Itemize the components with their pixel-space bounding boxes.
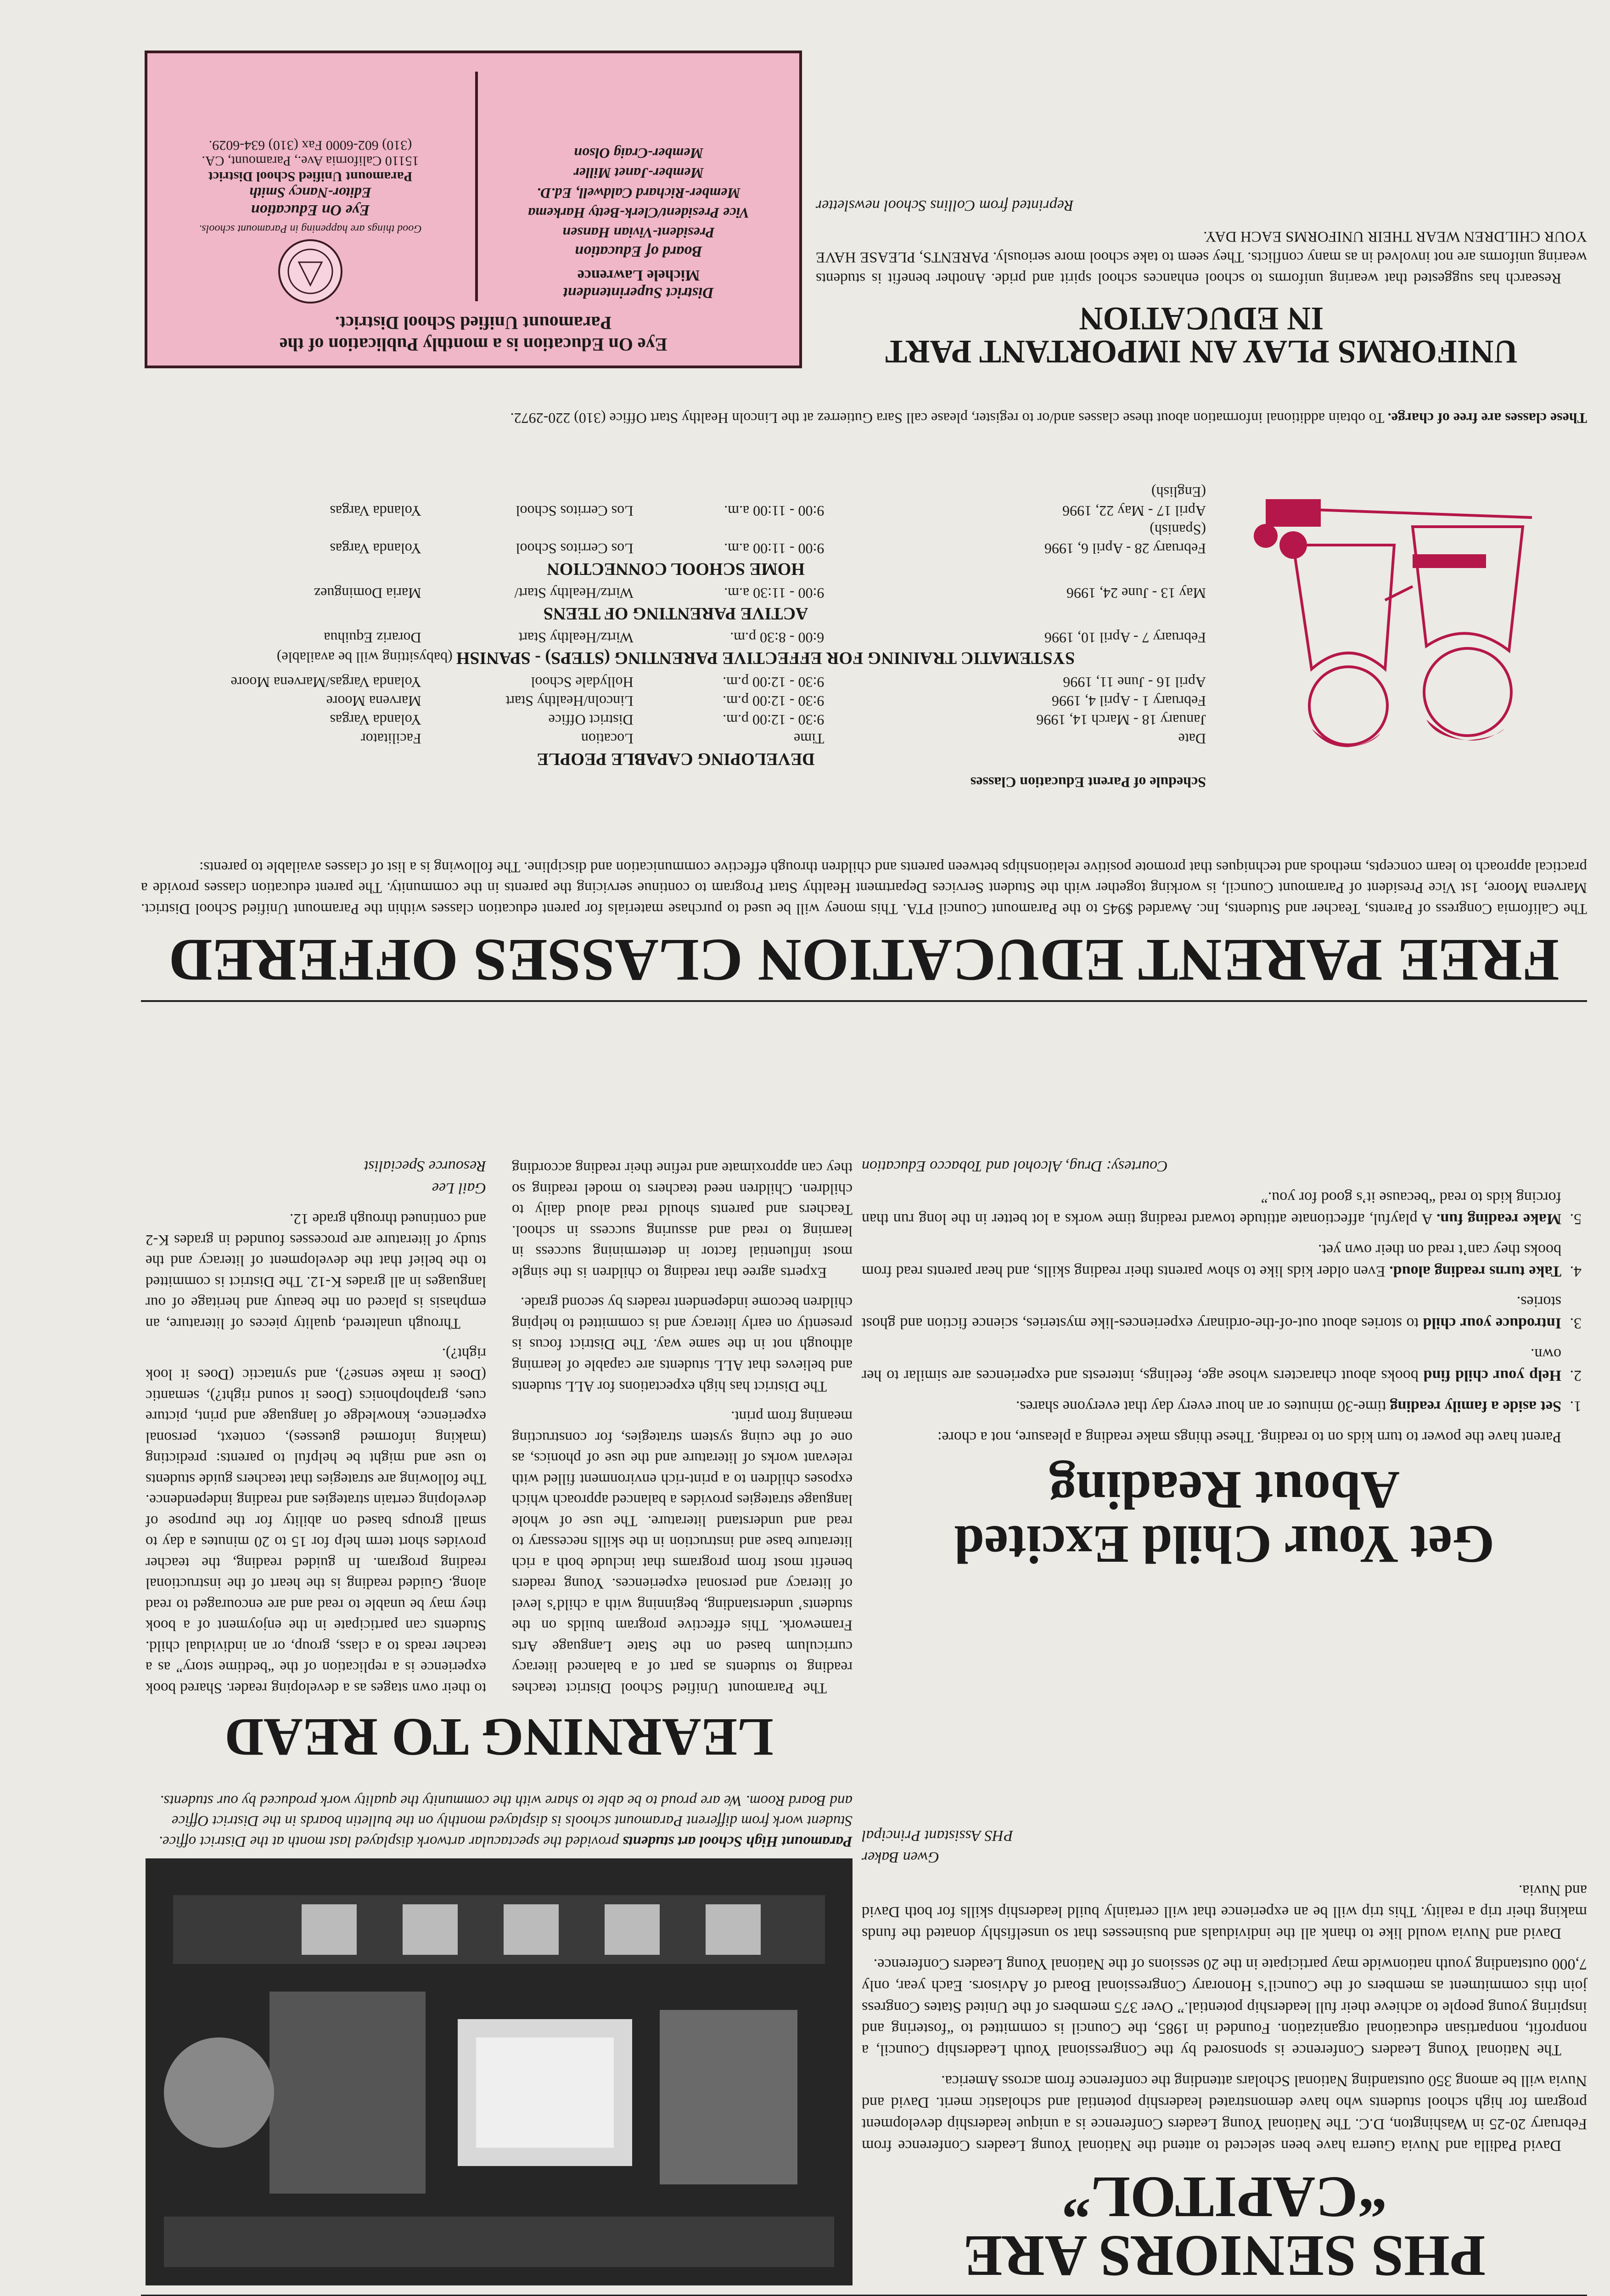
learning-paragraph: The District has high expectations for ALL students and believes that ALL students are capable of learning although not in the same way. The District focus is presently on early literacy and is committed to helping children become independent readers by second grade. — [512, 1294, 853, 1395]
classes-intro-block — [141, 856, 1587, 919]
learning-paragraph: The Paramount Unified School District teaches reading to students as part of a balanced literacy curriculum based on the State Language Arts Framework. This effective program builds on the students’ understanding, beginning with a child’s level of literacy and personal experiences. Young readers benefit most from programs that include both a rich literature base and instruction in the skills necessary to read and understand literature. The use of whole language strategies provides a balanced approach which exposes children to a print-rich environment filled with relevant works of literature and the use of phonics, as one of the cuing system strategies, for constructing meaning from print. — [512, 1408, 853, 1696]
schedule-table — [146, 673, 1206, 748]
tip-lead: Help your child find — [1423, 1367, 1561, 1384]
excited-article — [861, 1155, 1587, 1575]
photo-caption — [146, 1790, 853, 1851]
cell-facilitator: Yolanda Vargas — [330, 540, 421, 557]
masthead-line2: Paramount Unified School District. — [335, 313, 612, 333]
cell-facilitator — [146, 520, 421, 539]
table-row — [146, 483, 1206, 501]
classes-article — [141, 847, 1587, 994]
learning-body — [146, 1155, 853, 1698]
cell-date: April 16 - June 11, 1996 — [1063, 674, 1206, 691]
excited-headline-2: About Reading — [1049, 1460, 1400, 1520]
classes-footer-lead: These classes are free of charge. — [1387, 410, 1587, 427]
cell-facilitator: Yolanda Vargas/Marvena Moore — [230, 674, 421, 691]
cell-facilitator: Dorariz Equihua — [324, 630, 421, 646]
section-title: HOME SCHOOL CONNECTION — [547, 559, 805, 579]
table-row — [146, 584, 1206, 602]
learning-byline-title: Resource Specialist — [364, 1158, 486, 1175]
schedule-header-row — [146, 729, 1206, 748]
seniors-byline-title: PHS Assistant Principal — [862, 1827, 1013, 1844]
column-header: Date — [1178, 731, 1206, 747]
masthead-district: Paramount Unified School District — [208, 169, 413, 184]
uniforms-body: Research has suggested that wearing uniforms to school enhances school spirit and pride. Another benefit is students wearing uniforms are not involved in as many conflicts. They seem to take school more seriously. PARENTS, PLEASE HAVE YOUR CHILDREN WEAR THEIR UNIFORMS EACH DAY. — [816, 228, 1587, 287]
seniors-paragraph: David and Nuvia would like to thank all the individuals and businesses that so unselfishly donated the funds making their trip a reality. This trip will be an experience that will certainly build leadership skills for both David and Nuvia. — [862, 1882, 1587, 1942]
classes-footer-text: To obtain additional information about these classes and/or to register, please call Sara Gutierrez at the Lincoln Healthy Start Office (310) 220-2972. — [510, 410, 1388, 427]
masthead-line1: Eye On Education is a monthly Publication of the — [279, 334, 668, 355]
tip-item — [862, 1343, 1566, 1386]
tip-text: A playful, affectionate attitude toward reading time works a lot better in the long run than forcing kids to read “because it’s good for you.” — [862, 1188, 1561, 1227]
photo-caption-text: provided the spectacular artwork displayed last month at the District office. Student work from different Paramount schools is displayed monthly on the bulletin boards in the District Office and Board Room. We are proud to be able to share with the community the quality work produced by our students. — [158, 1792, 853, 1850]
uniforms-headline-2: IN EDUCATION — [1079, 300, 1324, 337]
tip-text: books about characters whose age, feelings, interests and experiences are similar to her own. — [861, 1345, 1561, 1384]
masthead-phone: (310) 602-6000 Fax (310) 634-6029. — [208, 138, 412, 153]
masthead-left — [487, 143, 790, 301]
schedule-table — [146, 628, 1206, 647]
masthead-address: 15110 California Ave., Paramount, CA. — [202, 153, 419, 169]
cell-facilitator: Yolanda Vargas — [330, 712, 421, 728]
artwork-photo — [146, 1858, 853, 2285]
cell-location: Wirtz/Healthy Start — [518, 630, 634, 646]
tip-lead: Introduce your child — [1423, 1315, 1561, 1332]
uniforms-article — [816, 195, 1587, 368]
column-header: Location — [581, 731, 634, 747]
photo-caption-lead: Paramount High School art students — [623, 1833, 853, 1850]
board-title: Board of Education — [575, 243, 702, 260]
cell-location: Wirtz/Healthy Start/ — [514, 585, 634, 602]
classes-headline: FREE PARENT EDUCATION CLASSES OFFERED — [168, 927, 1560, 994]
uniforms-body-block — [816, 225, 1587, 288]
cell-date: May 13 - June 24, 1996 — [1066, 585, 1206, 602]
section-rule — [141, 1000, 1587, 1002]
cell-time: 9:00 - 11:00 a.m. — [724, 540, 825, 557]
seniors-article — [862, 1824, 1587, 2289]
cell-facilitator: Yolanda Vargas — [330, 503, 421, 519]
cell-location — [421, 520, 634, 539]
excited-body — [862, 1186, 1587, 1447]
tip-item — [862, 1238, 1566, 1282]
cell-facilitator — [146, 483, 421, 501]
board-member: Vice President/Clerk-Betty Harkema — [528, 204, 749, 221]
cell-time — [634, 520, 825, 539]
cell-time: 9:00 - 11:00 a.m. — [724, 503, 825, 519]
tips-list — [862, 1186, 1587, 1417]
parent-child-illustration — [1220, 485, 1587, 784]
section-title-text: SYSTEMATIC TRAINING FOR EFFECTIVE PARENTING (STEPS) - SPANISH — [456, 648, 1075, 668]
board-member: Member-Janet Miller — [573, 165, 704, 182]
board-member: President-Vivian Hansen — [562, 225, 715, 241]
table-row — [146, 520, 1206, 539]
cell-facilitator: Maria Dominguez — [314, 585, 421, 602]
classes-footer — [141, 408, 1587, 428]
cell-time: 9:30 - 12:00 p.m. — [723, 712, 825, 728]
cell-date: February 28 - April 6, 1996 — [1044, 540, 1206, 557]
schedule-table — [146, 483, 1206, 558]
learning-byline-name: Gail Lee — [432, 1179, 486, 1197]
cell-date: January 18 - March 14, 1996 — [1036, 712, 1206, 728]
excited-headline-1: Get Your Child Excited — [954, 1514, 1495, 1575]
uniforms-credit: Reprinted from Collins School newsletter — [816, 197, 1074, 214]
tip-item — [862, 1186, 1566, 1229]
cell-time: 9:30 - 12:00 p.m. — [723, 693, 825, 709]
board-list — [487, 143, 790, 242]
masthead-box — [145, 51, 802, 368]
section-title: ACTIVE PARENTING OF TEENS — [543, 604, 808, 623]
seniors-headline-2: “CAPITOL” — [1061, 2165, 1387, 2230]
seniors-paragraph: The National Young Leaders Conference is sponsored by the Congressional Youth Leadership Council, a nonprofit, nonpartisan educational organization. Founded in 1985, the Council is committed to “fostering and inspiring young people to achieve their full leadership potential.” Over 375 members of the United States Congress join this commitment as members of the Council’s Honorary Congressional Board of Advisors. Each year, only 7,000 outstanding youth nationwide may participate in the 20 sessions of the National Young Leaders Conference. — [862, 1955, 1587, 2059]
table-row — [146, 710, 1206, 729]
cell-date: (Spanish) — [1150, 522, 1206, 538]
tip-lead: Make reading fun. — [1436, 1210, 1561, 1227]
schedule — [146, 483, 1206, 791]
tip-text: Even older kids like to show parents their reading skills, and hear parents read from books they can’t read on their own yet. — [862, 1241, 1561, 1280]
cell-location: Lincoln/Healthy Start — [505, 693, 634, 709]
table-row — [146, 673, 1206, 692]
section-title-note: (babysitting will be available) — [276, 649, 456, 666]
cell-time: 6:00 - 8:30 p.m. — [730, 630, 825, 646]
column-header: Facilitator — [361, 731, 421, 747]
masthead-pub-name: Eye On Education — [251, 202, 370, 219]
tip-lead: Set aside a family reading — [1390, 1398, 1561, 1415]
board-member: Member-Craig Olson — [574, 145, 703, 162]
artwork-photo-image — [146, 1858, 853, 2285]
learning-article — [146, 1155, 853, 1767]
uniforms-headline-1: UNIFORMS PLAY AN IMPORTANT PART — [885, 333, 1518, 370]
tip-item — [862, 1395, 1566, 1417]
cell-date: April 17 - May 22, 1996 — [1062, 503, 1206, 519]
tip-lead: Take turns reading aloud. — [1389, 1262, 1561, 1280]
seniors-byline-name: Gwen Baker — [862, 1849, 940, 1866]
cell-time: 9:00 - 11:30 a.m. — [724, 585, 825, 602]
section-title — [146, 648, 1206, 668]
learning-paragraph: Through unaltered, quality pieces of literature, an emphasis is placed on the beauty and heritage of our languages in all grades K-12. The District is committed to the belief that the development of literacy and the study of literature are processes founded in grades K-2 and continued through grade 12. — [146, 1210, 486, 1332]
masthead-divider — [475, 72, 478, 301]
table-row — [146, 539, 1206, 558]
cell-date: February 1 - April 4, 1996 — [1052, 693, 1206, 709]
learning-headline: LEARNING TO READ — [224, 1707, 774, 1767]
masthead-right — [157, 137, 464, 306]
tip-text: time-30 minutes or an hour every day that everyone shares. — [1015, 1398, 1390, 1415]
board-member: Member-Richard Caldwell, Ed.D. — [537, 185, 740, 202]
family-illustration-icon — [1220, 485, 1587, 784]
schedule-title: Schedule of Parent Education Classes — [970, 774, 1206, 791]
masthead-editor: Editor-Nancy Smith — [249, 185, 371, 201]
section-title: DEVELOPING CAPABLE PEOPLE — [537, 749, 815, 769]
classes-intro: The California Congress of Parents, Teacher and Students, Inc. Awarded $945 to the Paramount Council PTA. This money will be used to purchase materials for parent education classes within the Paramount Unified School District. Marvena Moore, 1st Vice President of Paramount Council, is working together with the Student Services Department Healthy Start Program to continue servicing the parents in the community. The parent education classes provide a practical approach to learn concepts, methods and techniques that promote positive relationships between parents and children through effective communication and discipline. The following is a list of classes available to parents: — [141, 858, 1587, 917]
superintendent-name: Michele Lawrence — [577, 267, 700, 284]
tip-text: to stories about out-of-the-ordinary experiences-like mysteries, science fiction and ghost stories. — [862, 1293, 1561, 1332]
cell-location: District Office — [548, 712, 634, 728]
excited-courtesy: Courtesy: Drug, Alcohol and Tobacco Education — [862, 1157, 1168, 1175]
cell-date: February 7 - April 10, 1996 — [1044, 630, 1206, 646]
cell-location: Los Cerritos School — [516, 503, 634, 519]
cell-date: (English) — [1151, 484, 1206, 501]
superintendent-title: District Superintendent — [563, 284, 714, 301]
table-row — [146, 692, 1206, 710]
table-row — [146, 628, 1206, 647]
tip-item — [862, 1291, 1566, 1334]
table-row — [146, 501, 1206, 520]
cell-location — [421, 483, 634, 501]
cell-facilitator: Marvena Moore — [326, 693, 421, 709]
seal-tagline: Good things are happening in Paramount schools. — [199, 223, 422, 235]
learning-paragraph: Experts agree that reading to children is the single most influential factor in determining success in learning to read and assuring success in school. Teachers and parents should read aloud daily to children. Children need teachers to model reading so they can approximate and refine their reading according to their own stages as a developing reader. Shared book experience is a replication of the “bedtime story” as a teacher reads to a class, group, or an individual child. Students can participate in the enjoyment of a book they may be unable to read and are encouraged to read along. Guided reading is the heart of the instructional reading program. In guided reading, the teacher provides short term help for 15 to 20 minutes a day to small groups based on ability for the purpose of developing certain strategies and reading independence. The following are strategies that teachers guide students to use and might be helpful to parents: predicting (making informed guesses), context, personal experience, knowledge of language and print, picture cues, graphophonics (Does it sound right?), semantic (Does it make sense?), and syntactic (Does it look right?). — [146, 1159, 853, 1696]
column-header: Time — [794, 731, 825, 747]
schedule-table — [146, 584, 1206, 602]
excited-intro: Parent have the power to turn kids on to reading. These things make reading a pleasure, not a chore: — [937, 1429, 1561, 1446]
cell-location: Hollydale School — [531, 674, 634, 691]
seniors-paragraph: David Padilla and Nuvia Guerra have been selected to attend the National Young Leaders Conference from February 20-25 in Washington, D.C. The National Young Leaders Conference is a unique leadership development program for high school students who have demonstrated leadership potential and scholastic merit. David and Nuvia will be among 350 outstanding National Scholars attending the conference from across America. — [862, 2072, 1587, 2154]
cell-time — [634, 483, 825, 501]
seniors-body — [862, 1879, 1587, 2156]
cell-location: Los Cerritos School — [516, 540, 634, 557]
district-seal-icon — [276, 237, 345, 306]
seniors-headline-1: PHS SENIORS ARE — [963, 2223, 1486, 2289]
cell-time: 9:30 - 12:00 p.m. — [723, 674, 825, 691]
